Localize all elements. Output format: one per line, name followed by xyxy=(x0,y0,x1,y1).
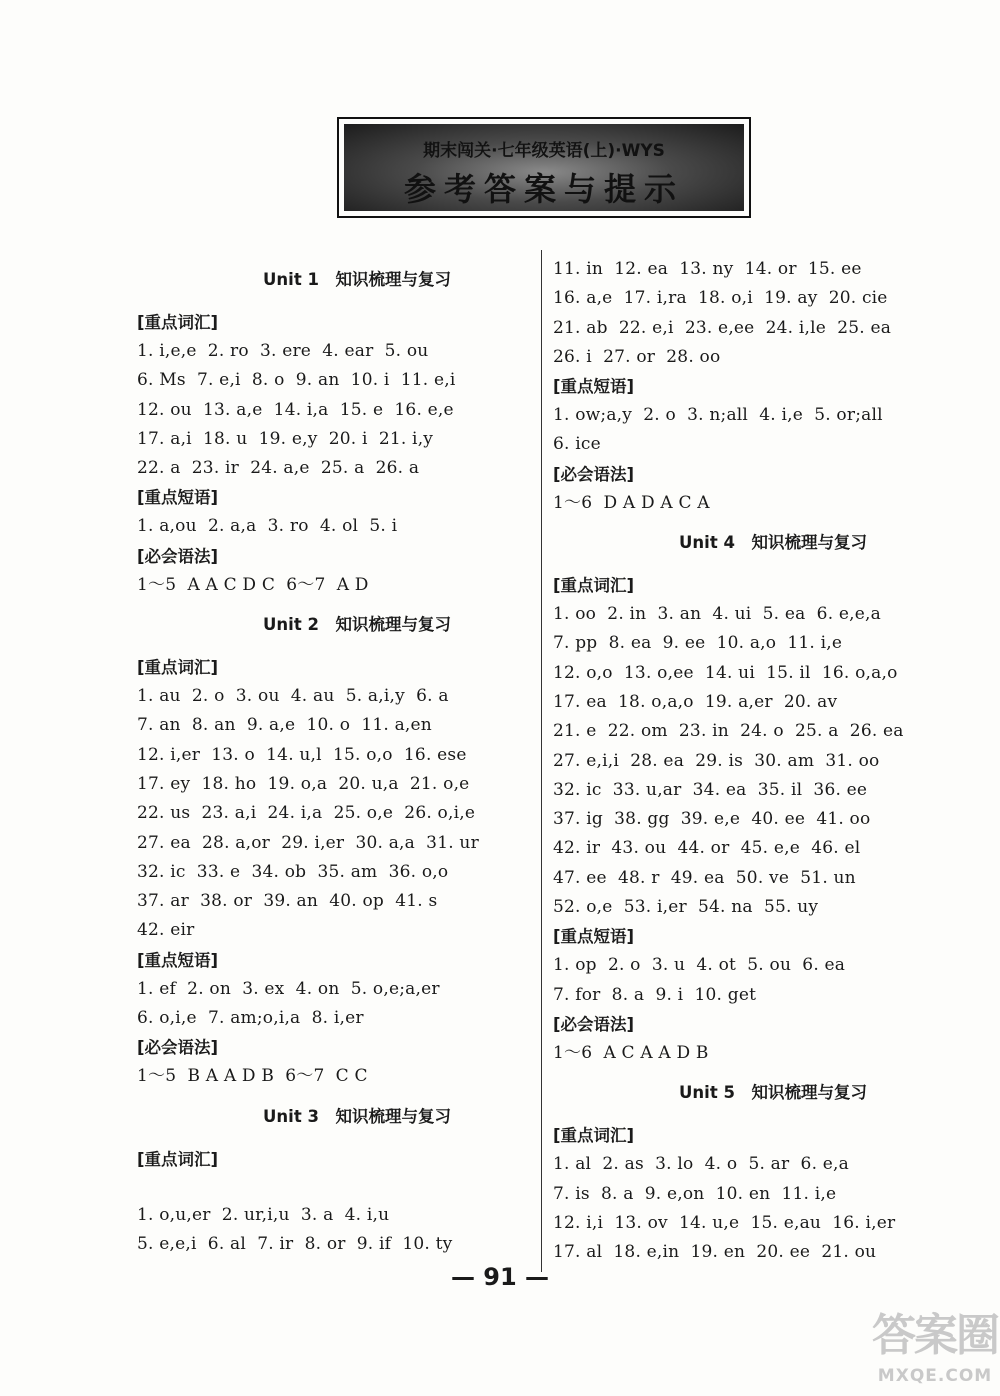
answer-line: 52. o,e 53. i,er 54. na 55. uy xyxy=(553,897,819,918)
unit-2-vocab-label: [重点词汇] xyxy=(137,658,219,678)
answer-line: 12. i,i 13. ov 14. u,e 15. e,au 16. i,er xyxy=(553,1212,896,1233)
answer-line: 6. ice xyxy=(553,434,601,455)
answer-line: 37. ar 38. or 39. an 40. op 41. s xyxy=(137,891,438,912)
answer-line: 42. eir xyxy=(137,920,195,941)
answer-line: 22. a 23. ir 24. a,e 25. a 26. a xyxy=(137,458,420,479)
unit-1-vocab-label: [重点词汇] xyxy=(137,313,219,332)
watermark-url: MXQE.COM xyxy=(877,1366,993,1386)
answer-line: 32. ic 33. u,ar 34. ea 35. il 36. ee xyxy=(553,779,868,800)
unit-1-heading: Unit 1 知识梳理与复习 xyxy=(263,270,451,289)
unit-2-grammar-label: [必会语法] xyxy=(137,1038,219,1058)
banner-background xyxy=(344,124,744,211)
answer-line: 1～6 A C A A D B xyxy=(553,1042,709,1063)
answer-line: 1. op 2. o 3. u 4. ot 5. ou 6. ea xyxy=(553,955,846,976)
watermark xyxy=(870,1306,1000,1396)
answer-line: 1. i,e,e 2. ro 3. ere 4. ear 5. ou xyxy=(137,341,429,361)
unit-4-vocab-block xyxy=(553,600,963,922)
answer-line: 47. ee 48. r 49. ea 50. ve 51. un xyxy=(553,867,856,888)
answer-line: 17. al 18. e,in 19. en 20. ee 21. ou xyxy=(553,1242,877,1263)
unit-1-vocab-block xyxy=(137,337,547,483)
answer-line: 7. pp 8. ea 9. ee 10. a,o 11. i,e xyxy=(553,633,843,654)
answer-line: 37. ig 38. gg 39. e,e 40. ee 41. oo xyxy=(553,809,871,830)
answer-line: 1～5 B A A D B 6～7 C C xyxy=(137,1066,368,1087)
unit-4-vocab-label: [重点词汇] xyxy=(553,576,635,596)
unit-4-heading: Unit 4 知识梳理与复习 xyxy=(679,533,867,553)
answer-line: 27. ea 28. a,or 29. i,er 30. a,a 31. ur xyxy=(137,832,479,853)
answer-line: 27. e,i,i 28. ea 29. is 30. am 31. oo xyxy=(553,750,880,771)
answer-line: 11. in 12. ea 13. ny 14. or 15. ee xyxy=(553,259,862,279)
answer-line: 1. o,u,er 2. ur,i,u 3. a 4. i,u xyxy=(137,1204,390,1225)
answer-line: 7. for 8. a 9. i 10. get xyxy=(553,984,757,1005)
unit-3-phrase-label: [重点短语] xyxy=(553,377,635,397)
answer-line: 6. Ms 7. e,i 8. o 9. an 10. i 11. e,i xyxy=(137,370,456,391)
answer-line: 17. ea 18. o,a,o 19. a,er 20. av xyxy=(553,691,838,712)
answer-line: 21. e 22. om 23. in 24. o 25. a 26. ea xyxy=(553,721,904,742)
title-banner xyxy=(337,117,751,218)
page-number: — 91 — xyxy=(450,1263,550,1291)
answer-line: 1. oo 2. in 3. an 4. ui 5. ea 6. e,e,a xyxy=(553,604,881,625)
banner-title: 参考答案与提示 xyxy=(403,170,684,208)
answer-line: 12. i,er 13. o 14. u,l 15. o,o 16. ese xyxy=(137,744,467,765)
answer-line: 5. e,e,i 6. al 7. ir 8. or 9. if 10. ty xyxy=(137,1233,453,1254)
answer-line: 1. al 2. as 3. lo 4. o 5. ar 6. e,a xyxy=(553,1154,849,1175)
answer-line: 26. i 27. or 28. oo xyxy=(553,346,721,367)
answer-line: 1. a,ou 2. a,a 3. ro 4. ol 5. i xyxy=(137,516,398,537)
answer-line: 16. a,e 17. i,ra 18. o,i 19. ay 20. cie xyxy=(553,288,888,309)
unit-5-heading: Unit 5 知识梳理与复习 xyxy=(679,1083,867,1103)
unit-4-phrase-label: [重点短语] xyxy=(553,927,635,947)
right-column xyxy=(553,255,963,1267)
unit-2-vocab-block xyxy=(137,682,547,946)
answer-line: 22. us 23. a,i 24. i,a 25. o,e 26. o,i,e xyxy=(137,803,476,824)
answer-line: 7. an 8. an 9. a,e 10. o 11. a,en xyxy=(137,715,432,736)
answer-line: 12. o,o 13. o,ee 14. ui 15. il 16. o,a,o xyxy=(553,662,898,683)
answer-line: 42. ir 43. ou 44. or 45. e,e 46. el xyxy=(553,838,861,859)
unit-2-phrase-label: [重点短语] xyxy=(137,950,219,970)
unit-1-grammar-label: [必会语法] xyxy=(137,546,219,566)
unit-3-heading: Unit 3 知识梳理与复习 xyxy=(263,1106,451,1126)
answer-line: 6. o,i,e 7. am;o,i,a 8. i,er xyxy=(137,1008,364,1029)
unit-3-vocab-label: [重点词汇] xyxy=(137,1149,219,1169)
answer-line: 7. is 8. a 9. e,on 10. en 11. i,e xyxy=(553,1183,837,1204)
watermark-logo: 答案圈 xyxy=(872,1310,998,1361)
answer-line: 17. a,i 18. u 19. e,y 20. i 21. i,y xyxy=(137,428,434,449)
answer-line: 12. ou 13. a,e 14. i,a 15. e 16. e,e xyxy=(137,399,454,420)
answer-line: 1. au 2. o 3. ou 4. au 5. a,i,y 6. a xyxy=(137,686,449,707)
unit-1-phrase-label: [重点短语] xyxy=(137,488,219,508)
answer-line: 17. ey 18. ho 19. o,a 20. u,a 21. o,e xyxy=(137,773,470,794)
answer-line: 1～6 D A D A C A xyxy=(553,492,710,513)
answer-line: 1～5 A A C D C 6～7 A D xyxy=(137,574,369,595)
unit-5-vocab-label: [重点词汇] xyxy=(553,1126,635,1146)
unit-4-grammar-label: [必会语法] xyxy=(553,1014,635,1034)
unit-3-grammar-label: [必会语法] xyxy=(553,464,635,484)
answer-line: 32. ic 33. e 34. ob 35. am 36. o,o xyxy=(137,861,449,882)
unit-2-heading: Unit 2 知识梳理与复习 xyxy=(263,615,451,635)
answer-line: 1. ef 2. on 3. ex 4. on 5. o,e;a,er xyxy=(137,978,440,999)
answer-line: 21. ab 22. e,i 23. e,ee 24. i,le 25. ea xyxy=(553,317,892,338)
left-column xyxy=(137,255,547,1259)
answer-line: 1. ow;a,y 2. o 3. n;all 4. i,e 5. or;all xyxy=(553,405,883,426)
banner-subtitle: 期末闯关·七年级英语(上)·WYS xyxy=(423,141,665,161)
